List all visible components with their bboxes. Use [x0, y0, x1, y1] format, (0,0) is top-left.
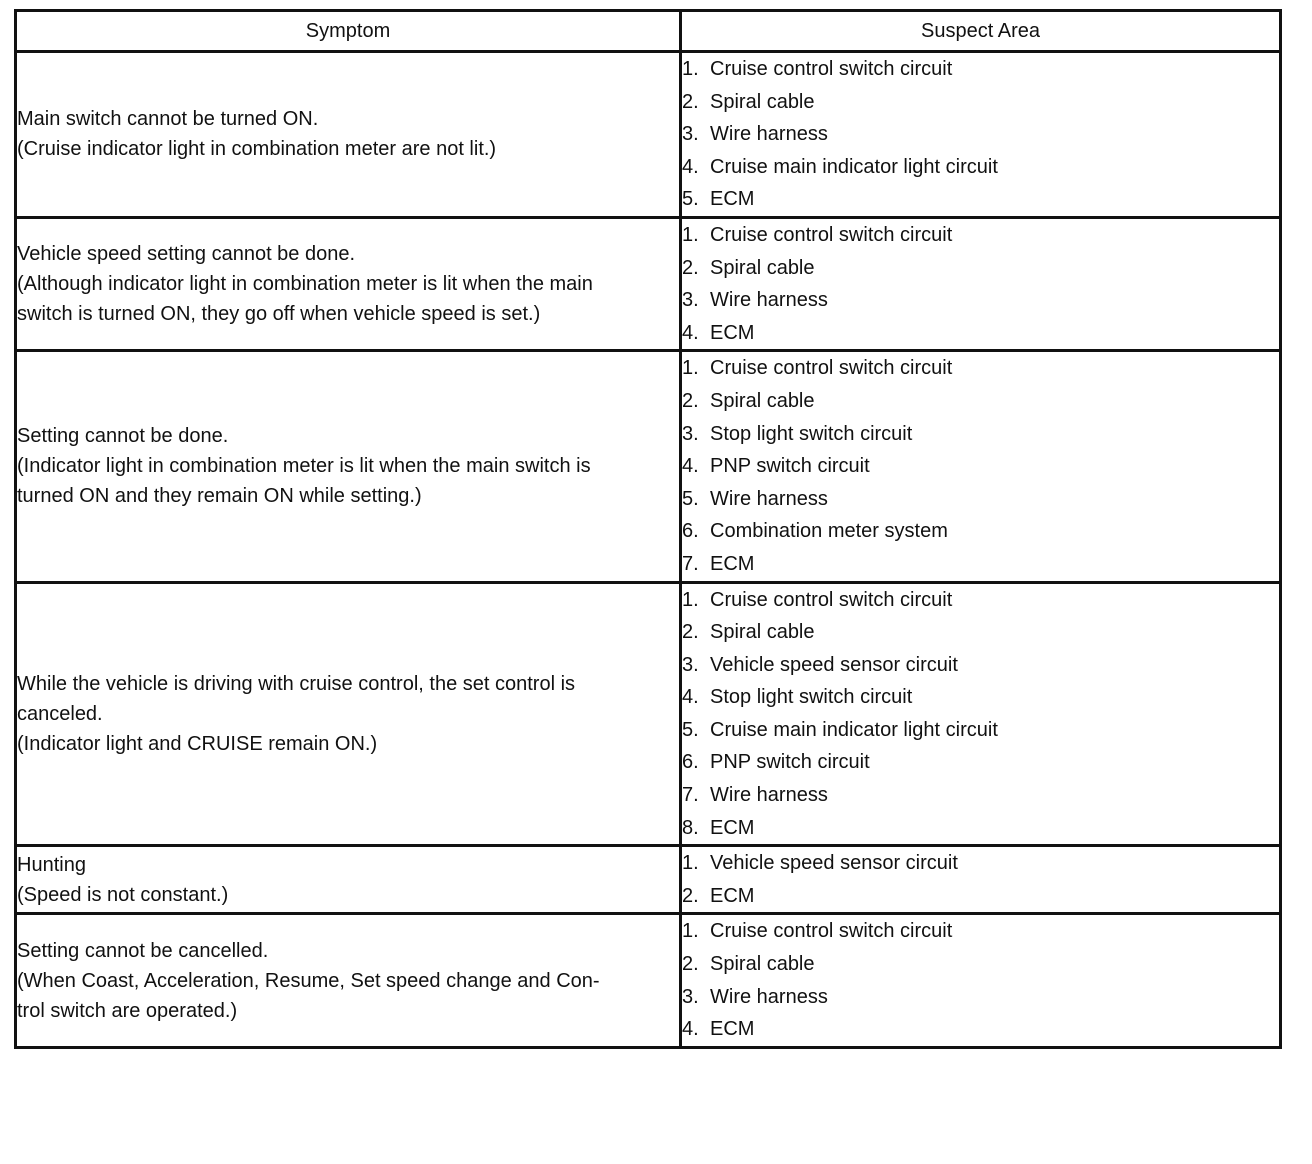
- suspect-area-cell: [681, 846, 1281, 914]
- suspect-item-text: ECM: [710, 321, 755, 344]
- symptom-text: Main switch cannot be turned ON.: [17, 108, 319, 131]
- table-row: [16, 846, 1281, 914]
- suspect-item-number: 3.: [682, 653, 699, 676]
- suspect-item: [682, 317, 1279, 350]
- suspect-item-text: Cruise main indicator light circuit: [710, 718, 998, 741]
- suspect-item-text: Spiral cable: [710, 389, 815, 412]
- suspect-item-text: Cruise control switch circuit: [710, 58, 953, 80]
- suspect-item-text: Wire harness: [710, 289, 828, 312]
- suspect-item-number: 7.: [682, 552, 699, 575]
- symptom-cell: [16, 52, 681, 218]
- symptom-cell: [16, 846, 681, 914]
- symptom-text: Vehicle speed setting cannot be done.: [17, 243, 356, 266]
- suspect-item-number: 2.: [682, 621, 699, 644]
- suspect-item-number: 3.: [682, 123, 699, 146]
- symptom-text: (Indicator light in combination meter is lit when the main switch is: [17, 455, 591, 478]
- suspect-item-text: Cruise control switch circuit: [710, 357, 953, 380]
- suspect-item: [682, 515, 1279, 548]
- symptom-text: Setting cannot be cancelled.: [17, 939, 269, 962]
- suspect-item: [682, 118, 1279, 151]
- table-row: [16, 217, 1281, 350]
- suspect-item-number: 4.: [682, 455, 699, 478]
- header-row: [16, 11, 1281, 52]
- suspect-list: [682, 847, 1279, 912]
- suspect-item-text: Cruise main indicator light circuit: [710, 155, 998, 178]
- suspect-item-text: ECM: [710, 884, 755, 907]
- suspect-area-cell: [681, 52, 1281, 218]
- suspect-item: [682, 418, 1279, 451]
- suspect-item: [682, 915, 1279, 948]
- suspect-item: [682, 86, 1279, 119]
- symptom-text: Hunting: [17, 853, 86, 876]
- suspect-item-number: 5.: [682, 188, 699, 211]
- suspect-area-header: Suspect Area: [681, 11, 1281, 52]
- suspect-item-text: Spiral cable: [710, 256, 815, 279]
- suspect-item-number: 1.: [682, 920, 699, 943]
- suspect-item-number: 6.: [682, 520, 699, 543]
- table-row: [16, 914, 1281, 1047]
- suspect-item: [682, 779, 1279, 812]
- suspect-item: [682, 284, 1279, 317]
- suspect-item: [682, 880, 1279, 913]
- symptom-text: turned ON and they remain ON while setting.): [17, 485, 422, 508]
- suspect-item-number: 7.: [682, 784, 699, 807]
- symptom-cell: [16, 582, 681, 846]
- suspect-item-text: Cruise control switch circuit: [710, 920, 953, 943]
- suspect-item-text: PNP switch circuit: [710, 455, 870, 478]
- suspect-item-number: 4.: [682, 321, 699, 344]
- symptom-cell: [16, 217, 681, 350]
- suspect-item: [682, 584, 1279, 617]
- suspect-item-text: ECM: [710, 552, 755, 575]
- suspect-item-number: 1.: [682, 588, 699, 611]
- suspect-item-number: 4.: [682, 686, 699, 709]
- suspect-item-number: 1.: [682, 357, 699, 380]
- suspect-item-number: 1.: [682, 852, 699, 875]
- suspect-item: [682, 746, 1279, 779]
- table-body: [16, 52, 1281, 1048]
- suspect-item-text: ECM: [710, 1018, 755, 1041]
- suspect-item-number: 2.: [682, 953, 699, 976]
- symptom-text: (When Coast, Acceleration, Resume, Set speed change and Con-: [17, 969, 600, 992]
- suspect-item: [682, 548, 1279, 581]
- suspect-item: [682, 151, 1279, 184]
- suspect-item: [682, 649, 1279, 682]
- suspect-item-text: Spiral cable: [710, 621, 815, 644]
- symptom-text: trol switch are operated.): [17, 999, 238, 1022]
- suspect-item-number: 3.: [682, 289, 699, 312]
- table-row: [16, 351, 1281, 582]
- suspect-item-number: 5.: [682, 718, 699, 741]
- symptom-text: (Indicator light and CRUISE remain ON.): [17, 732, 378, 755]
- suspect-item-text: ECM: [710, 188, 755, 211]
- suspect-item-text: Stop light switch circuit: [710, 422, 913, 445]
- suspect-item-text: Wire harness: [710, 487, 828, 510]
- suspect-item: [682, 53, 1279, 86]
- symptom-text: (Although indicator light in combination meter is lit when the main: [17, 273, 593, 296]
- suspect-item-text: Stop light switch circuit: [710, 686, 913, 709]
- symptom-text: Setting cannot be done.: [17, 425, 229, 448]
- suspect-list: [682, 219, 1279, 349]
- suspect-item-number: 3.: [682, 422, 699, 445]
- suspect-area-cell: [681, 582, 1281, 846]
- suspect-item-text: Wire harness: [710, 985, 828, 1008]
- suspect-list: [682, 915, 1279, 1045]
- symptom-text: switch is turned ON, they go off when vehicle speed is set.): [17, 303, 541, 326]
- suspect-item-text: ECM: [710, 816, 755, 839]
- suspect-item-number: 8.: [682, 816, 699, 839]
- suspect-item-number: 2.: [682, 884, 699, 907]
- suspect-item: [682, 681, 1279, 714]
- table-row: [16, 582, 1281, 846]
- suspect-area-cell: [681, 914, 1281, 1047]
- suspect-item-number: 6.: [682, 751, 699, 774]
- suspect-item-text: PNP switch circuit: [710, 751, 870, 774]
- suspect-item: [682, 714, 1279, 747]
- suspect-item: [682, 847, 1279, 880]
- suspect-item-number: 2.: [682, 256, 699, 279]
- suspect-item-text: Vehicle speed sensor circuit: [710, 852, 958, 875]
- suspect-area-cell: [681, 351, 1281, 582]
- suspect-list: [682, 584, 1279, 845]
- suspect-item: [682, 483, 1279, 516]
- suspect-item-number: 1.: [682, 58, 699, 80]
- suspect-item-text: Vehicle speed sensor circuit: [710, 653, 958, 676]
- suspect-item-text: Wire harness: [710, 784, 828, 807]
- suspect-item: [682, 183, 1279, 216]
- suspect-area-cell: [681, 217, 1281, 350]
- suspect-item-text: Cruise control switch circuit: [710, 223, 953, 246]
- suspect-list: [682, 352, 1279, 580]
- suspect-item-text: Wire harness: [710, 123, 828, 146]
- suspect-item-number: 2.: [682, 389, 699, 412]
- suspect-item-text: Combination meter system: [710, 520, 948, 543]
- table-row: [16, 52, 1281, 218]
- suspect-item: [682, 948, 1279, 981]
- symptom-cell: [16, 914, 681, 1047]
- suspect-item: [682, 385, 1279, 418]
- suspect-item-number: 5.: [682, 487, 699, 510]
- suspect-item-number: 3.: [682, 985, 699, 1008]
- symptom-cell: [16, 351, 681, 582]
- suspect-item-number: 4.: [682, 1018, 699, 1041]
- symptom-text: (Speed is not constant.): [17, 883, 229, 906]
- suspect-item: [682, 812, 1279, 845]
- symptom-text: While the vehicle is driving with cruise control, the set control is: [17, 672, 576, 695]
- suspect-item-number: 2.: [682, 90, 699, 113]
- suspect-item: [682, 252, 1279, 285]
- suspect-item: [682, 352, 1279, 385]
- suspect-item-text: Spiral cable: [710, 953, 815, 976]
- suspect-item: [682, 981, 1279, 1014]
- suspect-item-text: Spiral cable: [710, 90, 815, 113]
- symptom-table: [14, 9, 1282, 1049]
- suspect-item: [682, 616, 1279, 649]
- suspect-item: [682, 219, 1279, 252]
- suspect-item: [682, 1013, 1279, 1046]
- symptom-text: canceled.: [17, 702, 103, 725]
- suspect-item: [682, 450, 1279, 483]
- symptom-text: (Cruise indicator light in combination meter are not lit.): [17, 138, 497, 161]
- symptom-header: Symptom: [16, 11, 681, 52]
- suspect-item-number: 1.: [682, 223, 699, 246]
- suspect-item-text: Cruise control switch circuit: [710, 588, 953, 611]
- suspect-item-number: 4.: [682, 155, 699, 178]
- suspect-list: [682, 53, 1279, 216]
